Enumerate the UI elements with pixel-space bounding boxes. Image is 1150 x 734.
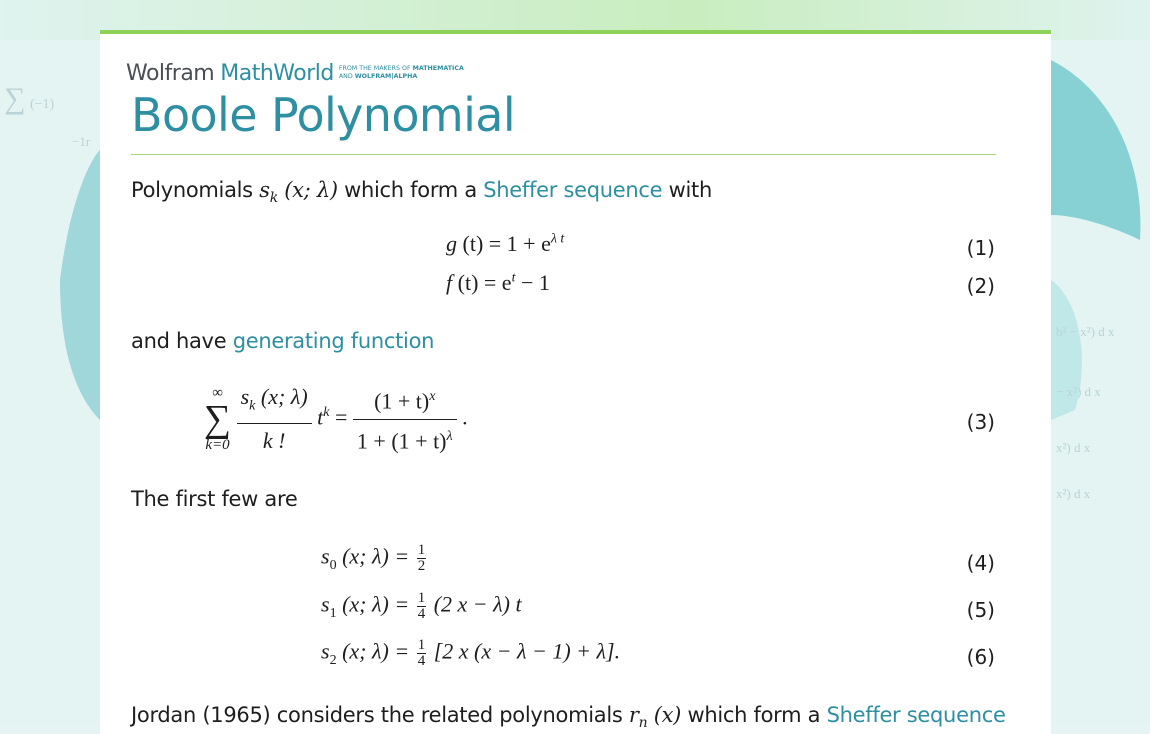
eq3-num-sub: k (249, 398, 256, 414)
eq3-rhs-den: 1 + (1 + t) (356, 428, 447, 454)
intro-paragraph (131, 178, 712, 206)
eq3-equals: = (329, 404, 353, 430)
para4-text-middle: which form a (681, 703, 827, 727)
para4-math-args: (x) (647, 703, 682, 727)
eq6-rest: [2 x (x − λ − 1) + λ]. (428, 638, 621, 664)
eq3-right-fraction (353, 380, 457, 458)
eq4-sub: 0 (329, 557, 337, 573)
eq3-summation (204, 385, 231, 453)
svg-text:x²) d x: x²) d x (1056, 440, 1091, 455)
eq3-denominator: k ! (262, 428, 286, 454)
svg-text:b² − x²) d x: b² − x²) d x (1056, 324, 1115, 339)
equation-4 (321, 543, 428, 574)
intro-text-before: Polynomials (131, 178, 260, 202)
jordan-paragraph (131, 703, 1006, 731)
eq5-rest: (2 x − λ) t (428, 591, 522, 617)
eq4-args: (x; λ) = (336, 543, 415, 569)
svg-text:−1r: −1r (72, 134, 91, 149)
para4-text-before: Jordan (1965) considers the related polynomials (131, 703, 629, 727)
eq2-lhs: f (446, 270, 453, 295)
equation-number-2: (2) (966, 274, 995, 298)
eq4-frac-den: 2 (417, 558, 426, 574)
tagline-text-2: AND (338, 73, 355, 80)
equation-5 (321, 591, 522, 622)
eq4-frac-num: 1 (417, 542, 426, 558)
title-divider (131, 154, 996, 155)
eq3-rhs-num-sup: x (429, 389, 436, 405)
eq6-frac-num: 1 (417, 637, 426, 653)
eq3-rhs-den-sup: λ (446, 428, 453, 444)
eq1-lhs: g (446, 231, 457, 256)
eq3-sum-upper: ∞ (212, 385, 223, 402)
eq6-lhs: s (321, 638, 330, 664)
eq4-fraction (417, 543, 427, 574)
para4-math-r: r (628, 703, 639, 727)
site-logo[interactable] (126, 60, 464, 86)
first-few-paragraph: The first few are (131, 487, 298, 511)
intro-math-s: s (259, 178, 270, 202)
intro-text-after: with (662, 178, 712, 202)
equation-number-5: (5) (966, 598, 995, 622)
svg-text:(−1): (−1) (30, 97, 55, 112)
eq5-sub: 1 (329, 605, 337, 621)
generating-function-link[interactable]: generating function (232, 329, 435, 353)
eq3-t: t (317, 404, 324, 430)
eq6-args: (x; λ) = (336, 638, 415, 664)
eq3-t-sup: k (323, 404, 330, 420)
eq5-frac-num: 1 (417, 590, 426, 606)
eq3-num-args: (x; λ) (255, 384, 308, 409)
page-title: Boole Polynomial (131, 88, 516, 142)
intro-text-middle: which form a (337, 178, 484, 202)
equation-number-4: (4) (966, 551, 995, 575)
eq2-tail: − 1 (515, 270, 550, 295)
eq3-left-fraction (237, 380, 312, 458)
eq3-sum-lower: k=0 (205, 437, 230, 454)
para4-math-sub: n (638, 715, 648, 732)
eq2-sup: t (511, 270, 516, 286)
eq6-frac-den: 4 (417, 653, 426, 669)
equation-number-6: (6) (966, 645, 995, 669)
eq5-fraction (417, 591, 427, 622)
equation-2 (446, 270, 550, 296)
brand-tagline (339, 65, 464, 81)
article-card (100, 30, 1051, 734)
svg-text:− x²) d x: − x²) d x (1056, 384, 1101, 399)
svg-text:∑: ∑ (4, 82, 26, 115)
eq3-rhs-num: (1 + t) (374, 388, 430, 414)
brand-wolfram: Wolfram (126, 60, 215, 86)
tagline-wolframalpha: WOLFRAM|ALPHA (354, 73, 418, 80)
equation-1 (446, 231, 564, 257)
intro-math-sub: k (269, 190, 278, 207)
brand-mathworld: MathWorld (220, 60, 334, 86)
intro-math-args: (x; λ) (277, 178, 338, 202)
eq2-args: (t) = e (452, 270, 512, 295)
equation-3 (204, 380, 468, 458)
eq3-tail: . (456, 404, 468, 430)
svg-text:x²) d x: x²) d x (1056, 486, 1091, 501)
sheffer-sequence-link[interactable]: Sheffer sequence (483, 178, 663, 202)
generating-function-paragraph (131, 329, 434, 353)
eq6-sub: 2 (329, 652, 337, 668)
equation-number-3: (3) (966, 410, 995, 434)
eq6-fraction (417, 638, 427, 669)
eq3-sum-symbol: ∑ (204, 398, 232, 441)
equation-number-1: (1) (966, 236, 995, 260)
equation-6 (321, 638, 620, 669)
eq5-frac-den: 4 (417, 606, 426, 622)
eq4-lhs: s (321, 543, 330, 569)
eq5-args: (x; λ) = (336, 591, 415, 617)
eq1-args: (t) = 1 + e (457, 231, 551, 256)
tagline-text-1: FROM THE MAKERS OF (338, 65, 413, 72)
para2-text: and have (131, 329, 233, 353)
tagline-mathematica: MATHEMATICA (412, 65, 464, 72)
eq5-lhs: s (321, 591, 330, 617)
sheffer-sequence-link-2[interactable]: Sheffer sequence (826, 703, 1006, 727)
eq1-sup: λ t (550, 231, 565, 247)
eq3-num-s: s (240, 384, 250, 409)
